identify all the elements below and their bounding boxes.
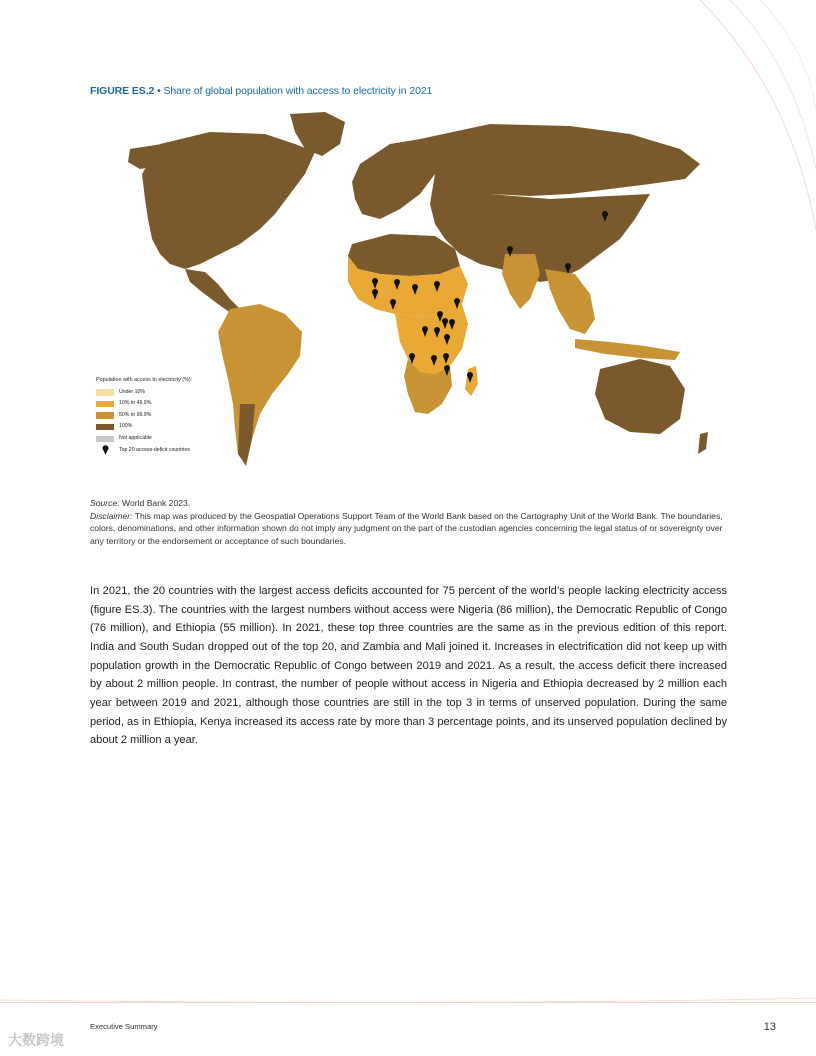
- legend-swatch: [96, 401, 114, 408]
- figure-caption: Share of global population with access to electricity in 2021: [163, 85, 433, 97]
- legend-item: [96, 445, 192, 457]
- legend-swatch: [96, 424, 114, 431]
- legend-swatch: [96, 436, 114, 443]
- legend-label: 50% to 99.9%: [119, 411, 152, 418]
- disclaimer-text: This map was produced by the Geospatial Operations Support Team of the World Bank based on the Cartography Unit of the World Bank. The boundaries, colors, denominations, and other information shown do not imply any judgment on the part of the custodian agencies concerning the legal status of or sovereignty over any territory or the endorsement or acceptance of such boundaries.: [90, 510, 723, 546]
- map-madagascar: [465, 366, 478, 396]
- map-pin-icon: [96, 445, 114, 455]
- legend-label: Top 20 access-deficit countries: [119, 446, 190, 453]
- source-text: World Bank 2023.: [122, 498, 191, 508]
- legend-title: Population with access to electricity (%):: [96, 377, 193, 383]
- legend-label: Not applicable: [119, 434, 152, 441]
- footer-divider: [0, 1002, 816, 1003]
- page-number: 13: [763, 1021, 776, 1033]
- legend-item: [96, 433, 192, 445]
- body-paragraph: In 2021, the 20 countries with the largest access deficits accounted for 75 percent of the world’s people lacking electricity access (figure ES.3). The countries with the largest numbers without access were Nigeria (86 million), the Democratic Republic of Congo (76 million), and Ethiopia (55 million). In 2021, these top three countries are the same as in the previous edition of this report. India and South Sudan dropped out of the top 20, and Zambia and Mali joined it. Increases in electrification did not keep up with population growth in the Democratic Republic of Congo between 2019 and 2021. As a result, the access deficit there increased by about 2 million people. In contrast, the number of people without access in Nigeria and Ethiopia decreased by 2 million each year between 2019 and 2021, although those countries are still in the top 3 in terms of unserved population. During the same period, as in Ethiopia, Kenya increased its access rate by more than 3 percentage points, and its unserved population declined by about 2 million a year.: [90, 585, 727, 747]
- disclaimer-label: Disclaimer:: [90, 510, 133, 521]
- footer-section: Executive Summary: [90, 1022, 158, 1031]
- legend-label: Under 10%: [119, 388, 145, 395]
- figure-separator: •: [157, 85, 161, 97]
- legend-label: 100%: [119, 423, 133, 430]
- legend-item: [96, 387, 192, 399]
- map-central-america: [185, 269, 240, 314]
- legend-item: [96, 410, 192, 422]
- legend-label: 10% to 49.9%: [119, 400, 152, 407]
- map-north-america: [142, 132, 315, 269]
- legend-swatch: [96, 412, 114, 419]
- watermark: 大数跨境: [8, 1032, 64, 1048]
- map-europe: [352, 139, 435, 219]
- map-alaska: [128, 144, 162, 169]
- map-new-zealand: [698, 432, 708, 454]
- map-legend: [96, 375, 192, 456]
- map-indonesia: [575, 339, 680, 360]
- legend-item: [96, 398, 192, 410]
- figure-title: [90, 85, 432, 97]
- map-south-asia: [502, 254, 540, 309]
- map-north-africa: [348, 234, 460, 276]
- figure-source: [90, 497, 730, 547]
- map-southeast-asia: [545, 269, 595, 334]
- legend-item: [96, 421, 192, 433]
- map-south-america: [218, 304, 302, 464]
- map-australia: [595, 359, 685, 434]
- figure-label: FIGURE ES.2: [90, 85, 155, 97]
- legend-swatch: [96, 389, 114, 396]
- source-label: Source:: [90, 498, 120, 508]
